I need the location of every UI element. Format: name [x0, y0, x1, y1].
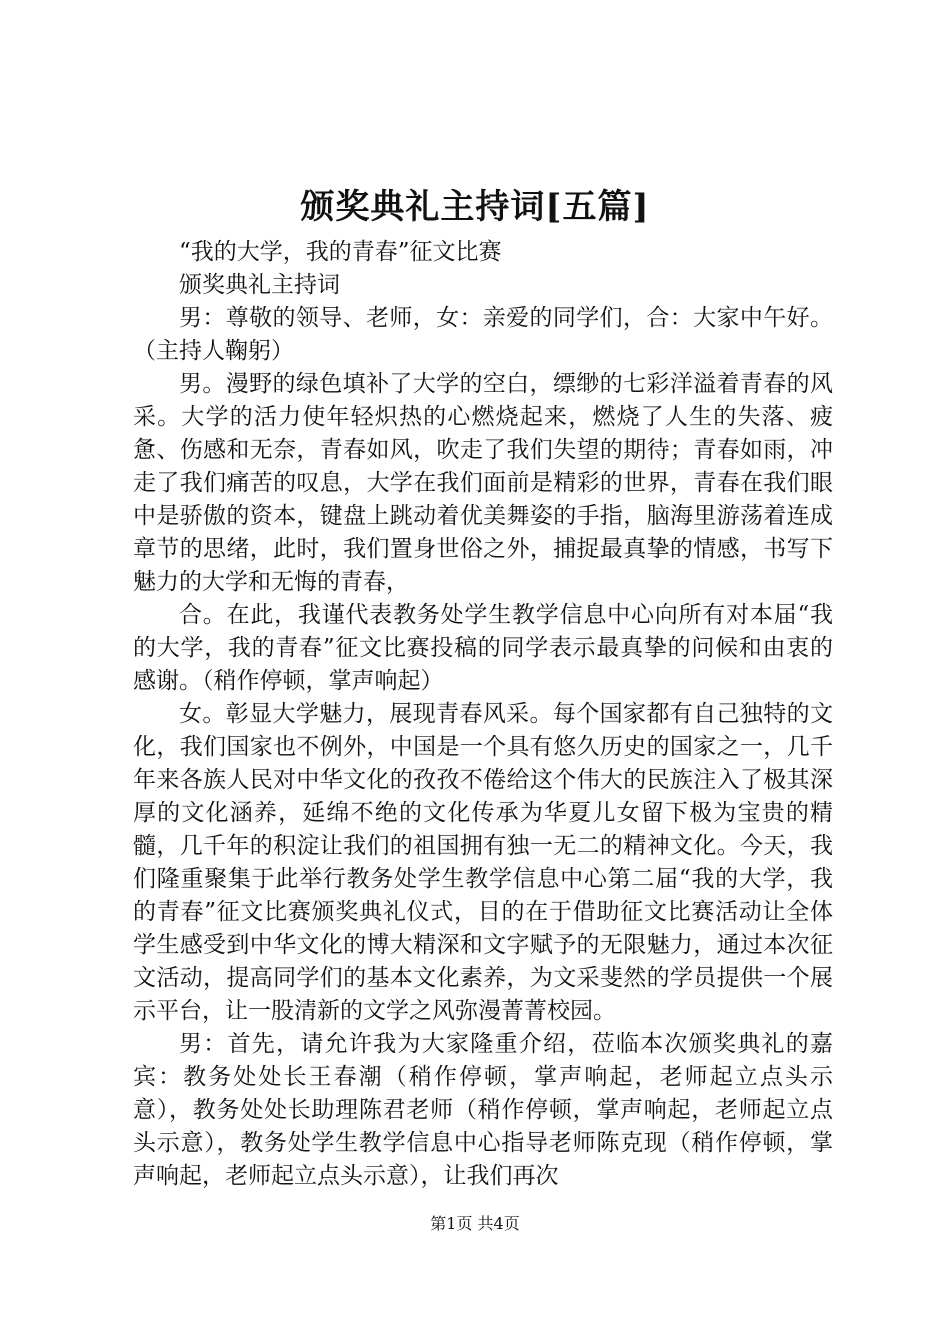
- document-title: 颁奖典礼主持词[五篇]: [300, 187, 650, 227]
- page-footer: 第1页 共4页: [430, 1214, 520, 1233]
- paragraph-joint-thanks: 合。在此，我谨代表教务处学生教学信息中心向所有对本届“我的大学，我的青春”征文比赛投稿的同学表示最真挚的问候和由衷的感谢。（稍作停顿，掌声响起）: [133, 602, 833, 694]
- paragraph-event-name: “我的大学，我的青春”征文比赛: [179, 239, 502, 265]
- paragraph-male-guests: 男：首先，请允许我为大家隆重介绍，莅临本次颁奖典礼的嘉宾：教务处处长王春潮（稍作停顿，掌声响起，老师起立点头示意），教务处处长助理陈君老师（稍作停顿，掌声响起，老师起立点头示意），教务处学生教学信息中心指导老师陈克现（稍作停顿，掌声响起，老师起立点头示意），让我们再次: [133, 1031, 833, 1189]
- paragraph-male-opening: 男。漫野的绿色填补了大学的空白，缥缈的七彩洋溢着青春的风采。大学的活力使年轻炽热的心燃烧起来，燃烧了人生的失落、疲惫、伤感和无奈，青春如风，吹走了我们失望的期待；青春如雨，冲走了我们痛苦的叹息，大学在我们面前是精彩的世界，青春在我们眼中是骄傲的资本，键盘上跳动着优美舞姿的手指，脑海里游荡着连成章节的思绪，此时，我们置身世俗之外，捕捉最真挚的情感，书写下魅力的大学和无悔的青春，: [133, 371, 833, 595]
- paragraph-subtitle: 颁奖典礼主持词: [179, 272, 340, 298]
- document-body: [133, 236, 833, 1193]
- paragraph-female-culture: 女。彰显大学魅力，展现青春风采。每个国家都有自己独特的文化，我们国家也不例外，中国是一个具有悠久历史的国家之一，几千年来各族人民对中华文化的孜孜不倦给这个伟大的民族注入了极其深厚的文化涵养，延绵不绝的文化传承为华夏儿女留下极为宝贵的精髓，几千年的积淀让我们的祖国拥有独一无二的精神文化。今天，我们隆重聚集于此举行教务处学生教学信息中心第二届“我的大学，我的青春”征文比赛颁奖典礼仪式，目的在于借助征文比赛活动让全体学生感受到中华文化的博大精深和文字赋予的无限魅力，通过本次征文活动，提高同学们的基本文化素养，为文采斐然的学员提供一个展示平台，让一股清新的文学之风弥漫菁菁校园。: [133, 701, 833, 1024]
- paragraph-greeting: 男：尊敬的领导、老师，女：亲爱的同学们，合：大家中午好。（主持人鞠躬）: [133, 305, 833, 364]
